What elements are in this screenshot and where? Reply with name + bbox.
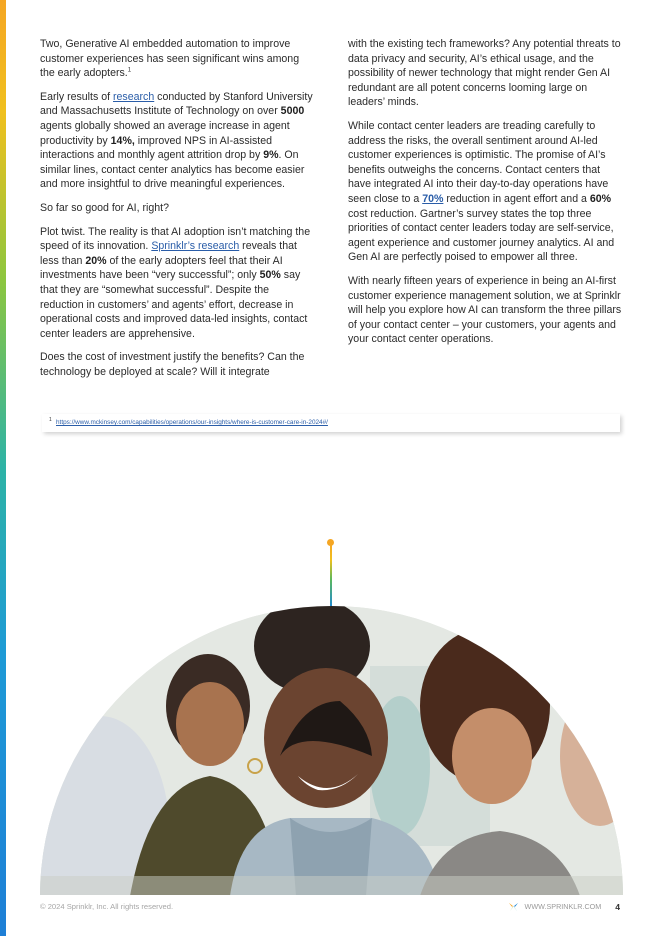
team-photo-dome xyxy=(40,606,623,895)
paragraph-plot-twist: Plot twist. The reality is that AI adoption isn’t matching the speed of its innovation. Sprinklr’s research reveals that less than 20% of the early adopters feel that their AI investments have been “very successful”; only 50% say that they are “somewhat successful”. Despite the reduction in customers’ and agents’ effort, decrease in operational costs and improved data-led insights, contact center leaders are apprehensive. xyxy=(40,225,311,340)
paragraph-so-far: So far so good for AI, right? xyxy=(40,201,169,214)
paragraph-cost-question: Does the cost of investment justify the benefits? Can the technology be deployed at scale? Will it integrate xyxy=(40,351,305,378)
research-link[interactable]: research xyxy=(113,90,155,103)
footnote-number: 1 xyxy=(49,417,52,423)
seventy-percent-link[interactable]: 70% xyxy=(422,192,444,205)
people-illustration xyxy=(40,606,623,895)
right-column xyxy=(348,37,624,356)
connector-line xyxy=(330,544,332,608)
paragraph-concerns: with the existing tech frameworks? Any potential threats to data privacy and security, AI’s ethical usage, and the possibility of newer technology that might render Gen AI redundant are all potent concerns looming large on leaders’ minds. xyxy=(348,38,621,109)
team-photo xyxy=(40,606,623,895)
paragraph-research: Early results of research conducted by Stanford University and Massachusetts Institute of Technology on over 5000 agents globally showed an average increase in agent productivity by 14%, improved NPS in AI-assisted interactions and monthly agent attrition drop by 9%. On similar lines, contact center analytics has become easier and more insightful to drive meaningful experiences. xyxy=(40,90,313,191)
footnote-ref[interactable]: 1 xyxy=(127,67,132,74)
page-number: 4 xyxy=(615,901,620,912)
paragraph-ai-wins: Two, Generative AI embedded automation to improve customer experiences has seen significant wins among the early adopters.$^1$ xyxy=(40,38,300,80)
sprinklr-research-link[interactable]: Sprinklr’s research xyxy=(151,240,240,253)
footnote-box xyxy=(42,414,620,432)
footnote-url-link[interactable]: https://www.mckinsey.com/capabilities/operations/our-insights/where-is-customer-care-in-2024#/ xyxy=(56,419,328,426)
paragraph-sprinklr-experience: With nearly fifteen years of experience in being an AI-first customer experience management solution, we at Sprinklr will help you explore how AI can transform the three pillars of your contact center – your customers, your agents and your contact center operations. xyxy=(348,274,622,346)
sprinklr-logo-icon xyxy=(508,901,519,912)
left-column xyxy=(40,37,315,388)
footer-right xyxy=(508,901,620,912)
paragraph-optimism: While contact center leaders are treading carefully to address the risks, the overall sentiment around AI-led customer experiences is optimistic. The promise of AI’s benefits outweighs the concerns. Contact centers that have integrated AI into their day-to-day operations have seen close to a 70% reduction in agent effort and a 60% cost reduction. Gartner’s survey states the top three priorities of contact center leaders today are self-service, agent experience and customer journey analytics. AI and Gen AI are perfectly poised to empower all three. xyxy=(348,119,615,264)
website-link[interactable]: WWW.SPRINKLR.COM xyxy=(524,902,602,911)
copyright-text: © 2024 Sprinklr, Inc. All rights reserved. xyxy=(40,902,174,911)
side-gradient-bar xyxy=(0,0,6,936)
